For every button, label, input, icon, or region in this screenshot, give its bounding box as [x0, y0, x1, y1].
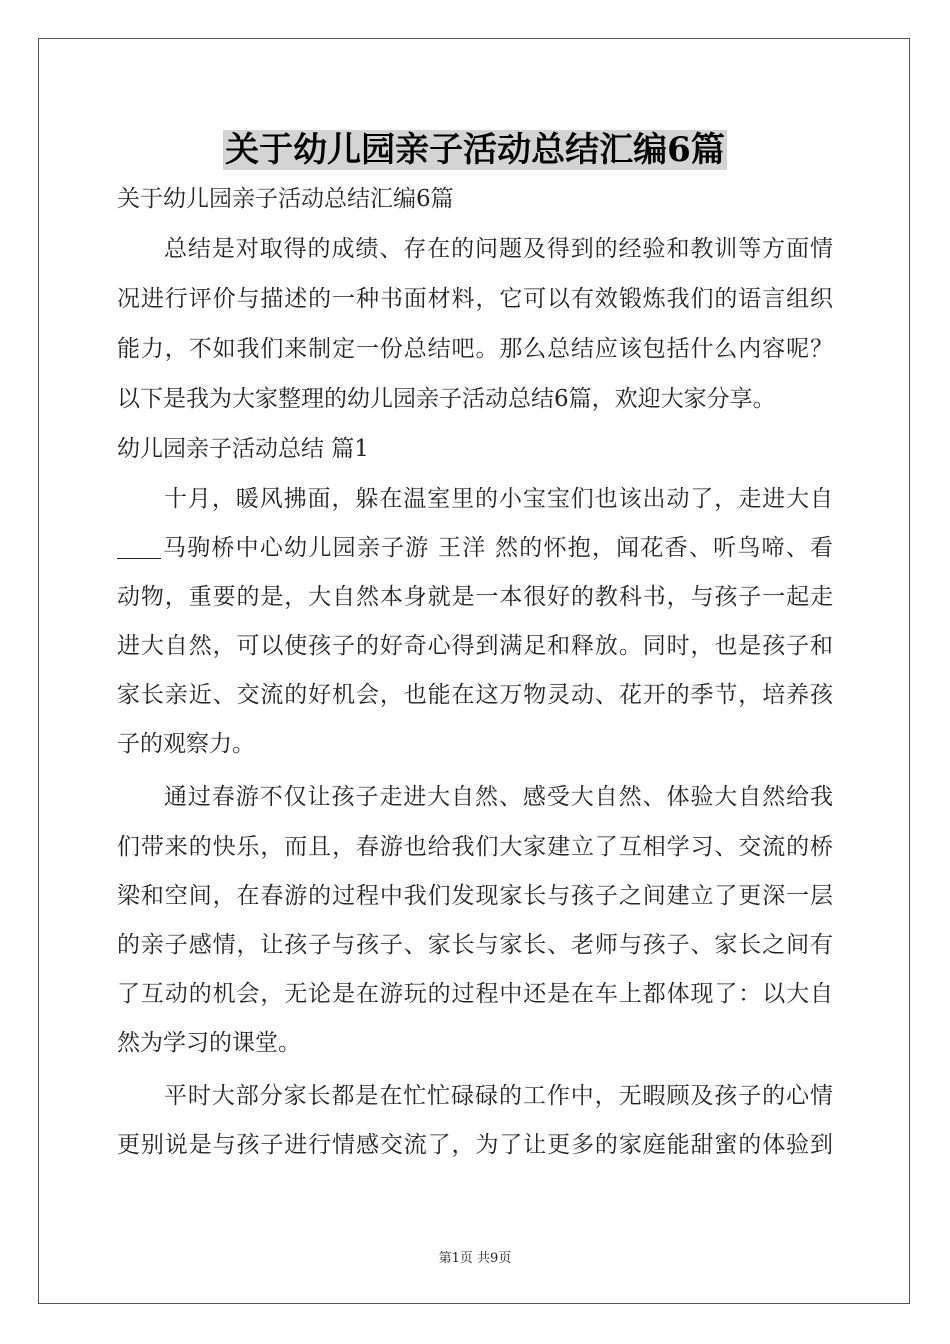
para1-line-1: 十月，暖风拂面，躲在温室里的小宝宝们也该出动了，走进大自	[164, 486, 833, 512]
para1-line-4: 进大自然，可以使孩子的好奇心得到满足和释放。同时，也是孩子和	[117, 633, 833, 659]
para1-line-2: 马驹桥中心幼儿园亲子游 王洋 然的怀抱，闻花香、听鸟啼、看	[163, 535, 833, 561]
para2-line-4: 的亲子感情，让孩子与孩子、家长与家长、老师与孩子、家长之间有	[117, 932, 833, 958]
document-title: 关于幼儿园亲子活动总结汇编6篇	[225, 130, 725, 170]
intro-line-2: 况进行评价与描述的一种书面材料，它可以有效锻炼我们的语言组织	[117, 286, 833, 312]
para1-line-5: 家长亲近、交流的好机会，也能在这万物灵动、花开的季节，培养孩	[117, 682, 833, 708]
underline-blank	[117, 540, 161, 559]
para2-line-5: 了互动的机会，无论是在游玩的过程中还是在车上都体现了：以大自	[117, 981, 833, 1007]
para1-line-3: 动物，重要的是，大自然本身就是一本很好的教科书，与孩子一起走	[117, 584, 833, 610]
para3-line-1: 平时大部分家长都是在忙忙碌碌的工作中，无暇顾及孩子的心情	[164, 1083, 833, 1109]
intro-line-4: 以下是我为大家整理的幼儿园亲子活动总结6篇，欢迎大家分享。	[117, 386, 776, 412]
para1-line-6: 子的观察力。	[117, 731, 255, 757]
para2-line-3: 梁和空间，在春游的过程中我们发现家长与孩子之间建立了更深一层	[117, 883, 833, 909]
page-footer: 第1页 共9页	[438, 1251, 512, 1266]
document-subtitle: 关于幼儿园亲子活动总结汇编6篇	[117, 186, 454, 212]
intro-line-1: 总结是对取得的成绩、存在的问题及得到的经验和教训等方面情	[164, 236, 833, 262]
intro-line-3: 能力，不如我们来制定一份总结吧。那么总结应该包括什么内容呢？	[117, 336, 833, 362]
page-border	[38, 38, 910, 1304]
para2-line-6: 然为学习的课堂。	[117, 1030, 301, 1056]
para2-line-2: 们带来的快乐，而且，春游也给我们大家建立了互相学习、交流的桥	[117, 834, 833, 860]
para3-line-2: 更别说是与孩子进行情感交流了，为了让更多的家庭能甜蜜的体验到	[117, 1132, 833, 1158]
section-heading: 幼儿园亲子活动总结 篇1	[117, 436, 369, 462]
para2-line-1: 通过春游不仅让孩子走进大自然、感受大自然、体验大自然给我	[164, 784, 833, 810]
